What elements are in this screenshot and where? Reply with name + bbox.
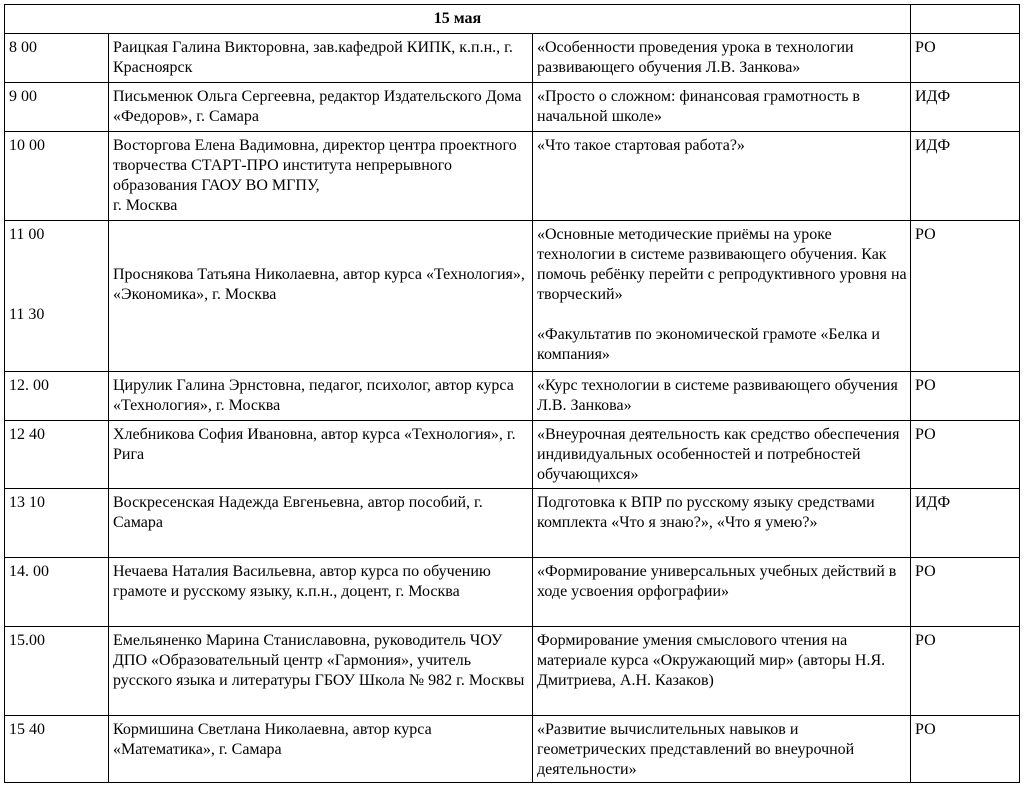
time-cell: 12. 00 <box>5 372 109 421</box>
org-cell: РО <box>911 34 1020 83</box>
topic-cell: «Особенности проведения урока в технологии развивающего обучения Л.В. Занкова» <box>533 34 911 83</box>
table-row <box>5 489 1020 558</box>
org-cell: РО <box>911 372 1020 421</box>
org-cell: РО <box>911 627 1020 716</box>
time-cell: 9 00 <box>5 83 109 132</box>
speaker-cell: Письменюк Ольга Сергеевна, редактор Издательского Дома «Федоров», г. Самара <box>109 83 533 132</box>
speaker-cell <box>109 132 533 221</box>
empty-cell <box>911 5 1020 34</box>
speaker-cell: Хлебникова София Ивановна, автор курса «Технология», г. Рига <box>109 421 533 489</box>
time-value: 11 00 <box>9 226 45 243</box>
speaker-cell: Емельяненко Марина Станиславовна, руководитель ЧОУ ДПО «Образовательный центр «Гармония», учитель русского языка и литературы ГБОУ Школа № 982 г. Москвы <box>109 627 533 716</box>
speaker-cell: Кормишина Светлана Николаевна, автор курса «Математика», г. Самара <box>109 716 533 783</box>
table-row <box>5 372 1020 421</box>
topic-cell: «Курс технологии в системе развивающего обучения Л.В. Занкова» <box>533 372 911 421</box>
time-cell: 14. 00 <box>5 558 109 627</box>
time-cell: 12 40 <box>5 421 109 489</box>
topic-cell: «Просто о сложном: финансовая грамотность в начальной школе» <box>533 83 911 132</box>
topic-text-2: «Факультатив по экономической грамоте «Белка и компания» <box>537 326 880 363</box>
speaker-text: Восторгова Елена Вадимовна, директор центра проектного творчества СТАРТ-ПРО института непрерывного образования ГАОУ ВО МГПУ, <box>113 137 517 194</box>
time-cell: 15.00 <box>5 627 109 716</box>
topic-cell: «Внеурочная деятельность как средство обеспечения индивидуальных особенностей и потребностей обучающихся» <box>533 421 911 489</box>
table-row <box>5 132 1020 221</box>
table-row <box>5 558 1020 627</box>
table-row <box>5 716 1020 783</box>
speaker-text: Проснякова Татьяна Николаевна, автор курса «Технология», «Экономика», г. Москва <box>113 266 525 303</box>
table-row <box>5 34 1020 83</box>
speaker-cell: Воскресенская Надежда Евгеньевна, автор пособий, г. Самара <box>109 489 533 558</box>
date-header-row <box>5 5 1020 34</box>
date-header: 15 мая <box>5 5 911 34</box>
topic-cell: «Развитие вычислительных навыков и геометрических представлений во внеурочной деятельности» <box>533 716 911 783</box>
speaker-cell <box>109 221 533 372</box>
time-value-2: 11 30 <box>9 306 45 323</box>
speaker-cell: Раицкая Галина Викторовна, зав.кафедрой КИПК, к.п.н., г. Красноярск <box>109 34 533 83</box>
time-cell: 10 00 <box>5 132 109 221</box>
table-row <box>5 83 1020 132</box>
topic-cell: «Что такое стартовая работа?» <box>533 132 911 221</box>
time-cell: 15 40 <box>5 716 109 783</box>
org-cell: РО <box>911 421 1020 489</box>
table-row <box>5 221 1020 372</box>
topic-text: «Основные методические приёмы на уроке технологии в системе развивающего обучения. Как помочь ребёнку перейти с репродуктивного уровня на творческий» <box>537 226 907 303</box>
speaker-city: г. Москва <box>113 197 178 214</box>
topic-cell <box>533 221 911 372</box>
org-cell: ИДФ <box>911 132 1020 221</box>
table-row <box>5 627 1020 716</box>
topic-cell: Формирование умения смыслового чтения на материале курса «Окружающий мир» (авторы Н.Я. Дмитриева, А.Н. Казаков) <box>533 627 911 716</box>
schedule-table <box>4 4 1020 783</box>
topic-cell: Подготовка к ВПР по русскому языку средствами комплекта «Что я знаю?», «Что я умею?» <box>533 489 911 558</box>
speaker-cell: Нечаева Наталия Васильевна, автор курса по обучению грамоте и русскому языку, к.п.н., доцент, г. Москва <box>109 558 533 627</box>
speaker-cell: Цирулик Галина Эрнстовна, педагог, психолог, автор курса «Технология», г. Москва <box>109 372 533 421</box>
org-cell: ИДФ <box>911 489 1020 558</box>
time-cell: 13 10 <box>5 489 109 558</box>
table-row <box>5 421 1020 489</box>
topic-cell: «Формирование универсальных учебных действий в ходе усвоения орфографии» <box>533 558 911 627</box>
org-cell: РО <box>911 221 1020 372</box>
time-cell: 8 00 <box>5 34 109 83</box>
org-cell: ИДФ <box>911 83 1020 132</box>
org-cell: РО <box>911 716 1020 783</box>
org-cell: РО <box>911 558 1020 627</box>
time-cell <box>5 221 109 372</box>
